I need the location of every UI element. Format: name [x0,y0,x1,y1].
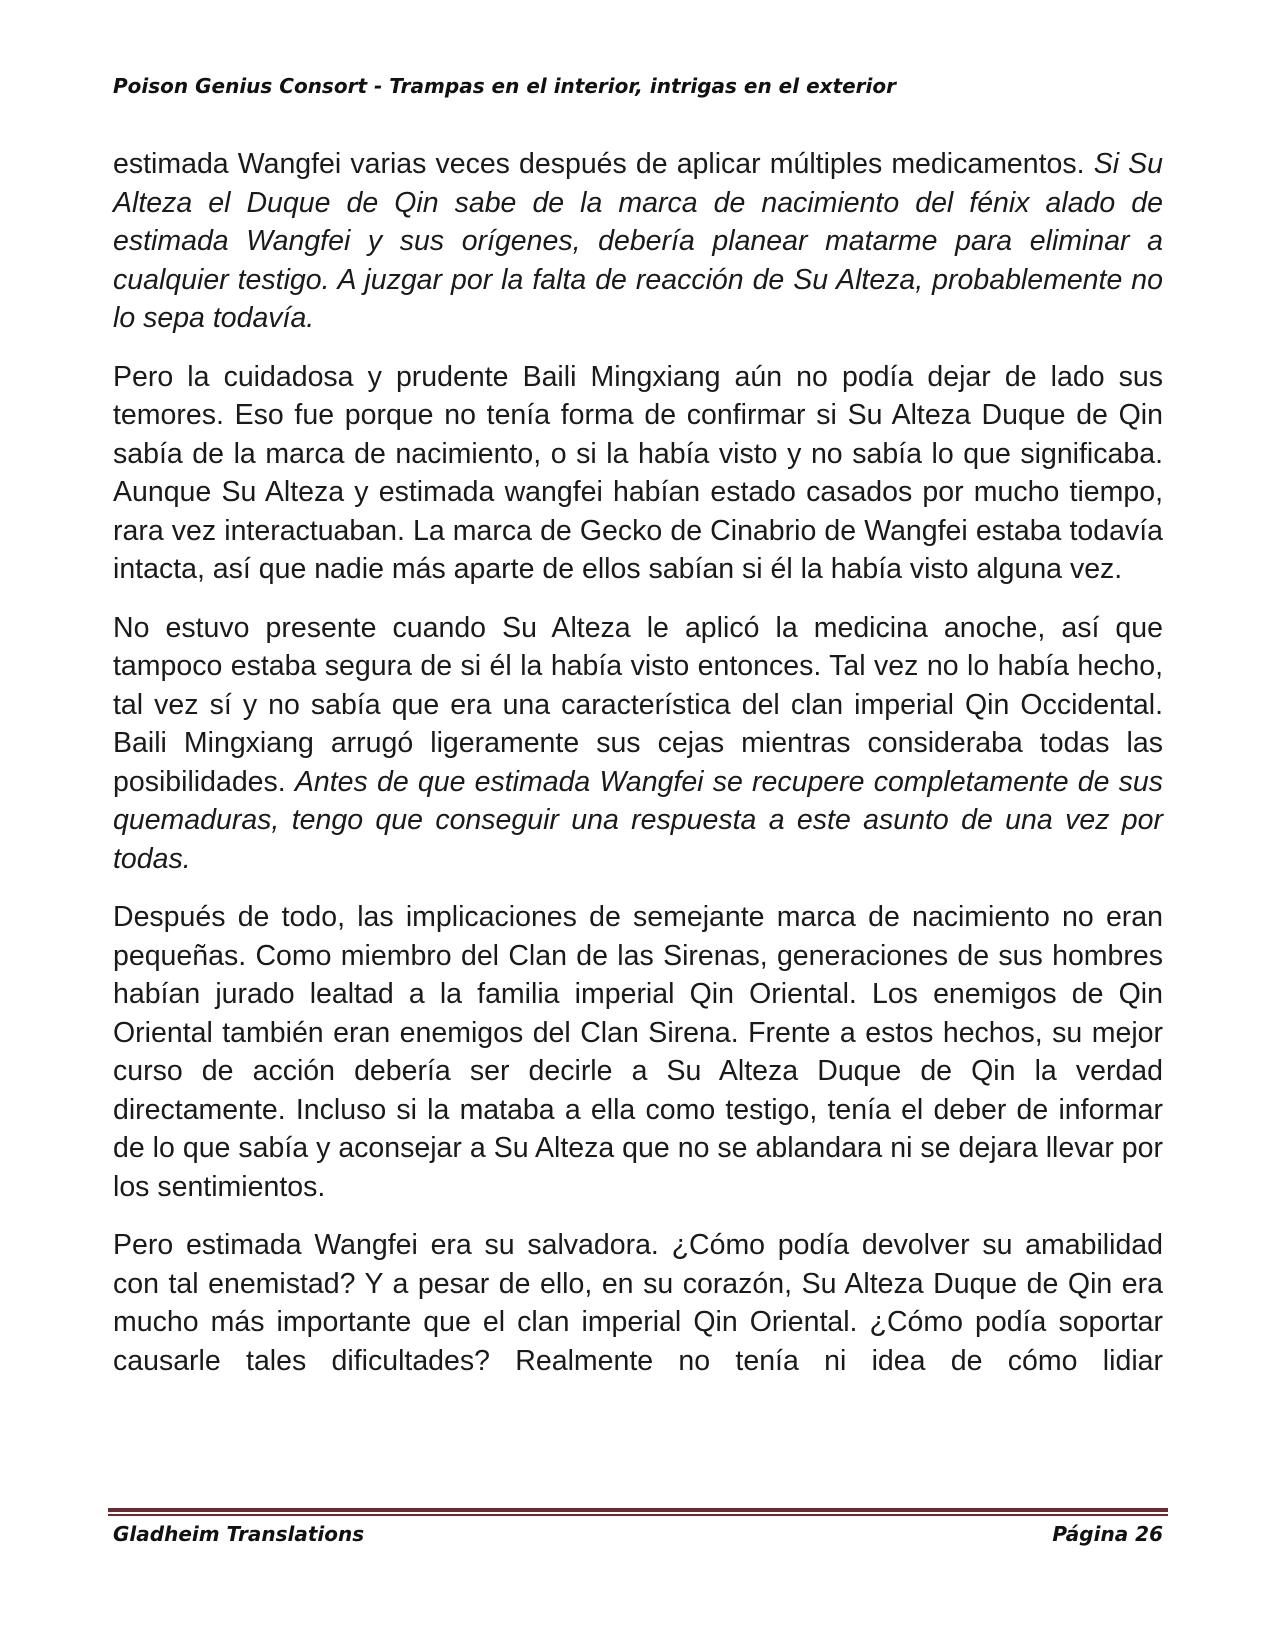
paragraph [113,145,1163,338]
footer-page-number: Página 26 [1052,1522,1163,1546]
footer-publisher: Gladheim Translations [113,1522,365,1546]
paragraph-text: Pero la cuidadosa y prudente Baili Mingxiang aún no podía dejar de lado sus temores. Eso fue porque no tenía forma de confirmar si Su Alteza Duque de Qin sabía de la marca de nacimiento, o si la había visto y no sabía lo que significaba. Aunque Su Alteza y estimada wangfei habían estado casados por mucho tiempo, rara vez interactuaban. La marca de Gecko de Cinabrio de Wangfei estaba todavía intacta, así que nadie más aparte de ellos sabían si él la había visto alguna vez. [113,360,1163,585]
footer-divider [108,1508,1168,1516]
paragraph [113,358,1163,589]
paragraph-text: Pero estimada Wangfei era su salvadora. ¿Cómo podía devolver su amabilidad con tal enemistad? Y a pesar de ello, en su corazón, Su Alteza Duque de Qin era mucho más importante que el clan imperial Qin Oriental. ¿Cómo podía soportar causarle tales dificultades? Realmente no tenía ni idea de cómo lidiar [113,1229,1163,1377]
italic-thought-text: Si Su Alteza el Duque de Qin sabe de la marca de nacimiento del fénix alado de estimada Wangfei y sus orígenes, debería planear matarme para eliminar a cualquier testigo. A juzgar por la falta de reacción de Su Alteza, probablemente no lo sepa todavía. [113,148,1163,334]
footer-divider-thin [108,1514,1168,1516]
page-footer [113,1520,1163,1548]
paragraph [113,609,1163,879]
page-header-title: Poison Genius Consort - Trampas en el interior, intrigas en el exterior [113,74,896,98]
paragraph-text: Después de todo, las implicaciones de semejante marca de nacimiento no eran pequeñas. Como miembro del Clan de las Sirenas, generaciones de sus hombres habían jurado lealtad a la familia imperial Qin Oriental. Los enemigos de Qin Oriental también eran enemigos del Clan Sirena. Frente a estos hechos, su mejor curso de acción debería ser decirle a Su Alteza Duque de Qin la verdad directamente. Incluso si la mataba a ella como testigo, tenía el deber de informar de lo que sabía y aconsejar a Su Alteza que no se ablandara ni se dejara llevar por los sentimientos. [113,901,1163,1203]
italic-thought-text: Antes de que estimada Wangfei se recupere completamente de sus quemaduras, tengo que conseguir una respuesta a este asunto de una vez por todas. [113,765,1163,875]
paragraph-text: No estuvo presente cuando Su Alteza le aplicó la medicina anoche, así que tampoco estaba segura de si él la había visto entonces. Tal vez no lo había hecho, tal vez sí y no sabía que era una característica del clan imperial Qin Occidental. Baili Mingxiang arrugó ligeramente sus cejas mientras consideraba todas las posibilidades. [113,611,1163,798]
paragraph [113,898,1163,1206]
paragraph-text: estimada Wangfei varias veces después de aplicar múltiples medicamentos. [113,148,1094,180]
body-text [113,145,1163,1400]
paragraph [113,1226,1163,1380]
